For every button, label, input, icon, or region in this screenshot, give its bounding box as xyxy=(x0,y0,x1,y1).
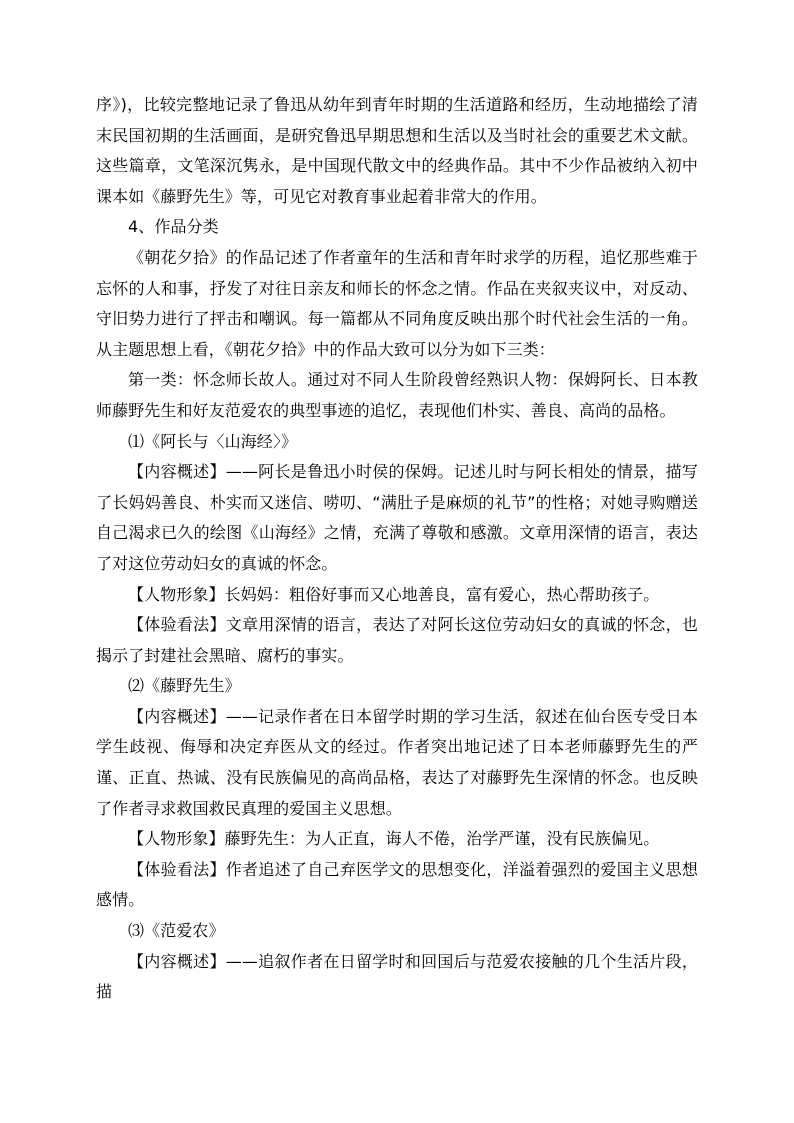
fujino-character-image: 【人物形象】藤野先生：为人正直，诲人不倦，治学严谨，没有民族偏见。 xyxy=(128,829,660,849)
achang-reader-view: 【体验看法】文章用深情的语言，表达了对阿长这位劳动妇女的真诚的怀念，也揭示了封建社会黑暗、腐朽的事实。 xyxy=(96,615,698,665)
paragraph-intro-continuation: 序》)，比较完整地记录了鲁迅从幼年到青年时期的生活道路和经历，生动地描绘了清末民国初期的生活画面，是研究鲁迅早期思想和生活以及当时社会的重要艺术文献。这些篇章，文笔深沉隽永，是中国现代散文中的经典作品。其中不少作品被纳入初中课本如《藤野先生》等，可见它对教育事业起着非常大的作用。 xyxy=(96,95,698,206)
item-heading-achang: ⑴《阿长与〈山海经〉》 xyxy=(128,431,298,451)
document-body xyxy=(96,90,698,1008)
paragraph-category-one: 第一类：怀念师长故人。通过对不同人生阶段曾经熟识人物：保姆阿长、日本教师藤野先生和好友范爱农的典型事迹的追忆，表现他们朴实、善良、高尚的品格。 xyxy=(96,370,698,420)
achang-content-summary: 【内容概述】——阿长是鲁迅小时侯的保姆。记述儿时与阿长相处的情景，描写了长妈妈善良、朴实而又迷信、唠叨、“满肚子是麻烦的礼节”的性格；对她寻购赠送自己渴求已久的绘图《山海经》之情，充满了尊敬和感激。文章用深情的语言，表达了对这位劳动妇女的真诚的怀念。 xyxy=(96,462,698,573)
item-heading-fujino: ⑵《藤野先生》 xyxy=(128,676,241,696)
section-heading-classification: 4、作品分类 xyxy=(128,217,219,237)
fujino-reader-view: 【体验看法】作者追述了自己弃医学文的思想变化，洋溢着强烈的爱国主义思想感情。 xyxy=(96,859,698,910)
achang-character-image: 【人物形象】长妈妈：粗俗好事而又心地善良，富有爱心，热心帮助孩子。 xyxy=(128,584,660,604)
fujino-content-summary: 【内容概述】——记录作者在日本留学时期的学习生活，叙述在仙台医专受日本学生歧视、侮辱和决定弃医从文的经过。作者突出地记述了日本老师藤野先生的严谨、正直、热诚、没有民族偏见的高尚品格，表达了对藤野先生深情的怀念。也反映了作者寻求救国救民真理的爱国主义思想。 xyxy=(96,706,698,818)
paragraph-classification-overview: 《朝花夕拾》的作品记述了作者童年的生活和青年时求学的历程，追忆那些难于忘怀的人和事，抒发了对往日亲友和师长的怀念之情。作品在夹叙夹议中，对反动、守旧势力进行了抨击和嘲讽。每一篇都从不同角度反映出那个时代社会生活的一角。从主题思想上看，《朝花夕拾》中的作品大致可以分为如下三类： xyxy=(96,247,698,359)
item-heading-fan-ainong: ⑶《范爱农》 xyxy=(128,921,225,941)
fan-ainong-content-summary: 【内容概述】——追叙作者在日留学时和回国后与范爱农接触的几个生活片段，描 xyxy=(96,951,698,1002)
